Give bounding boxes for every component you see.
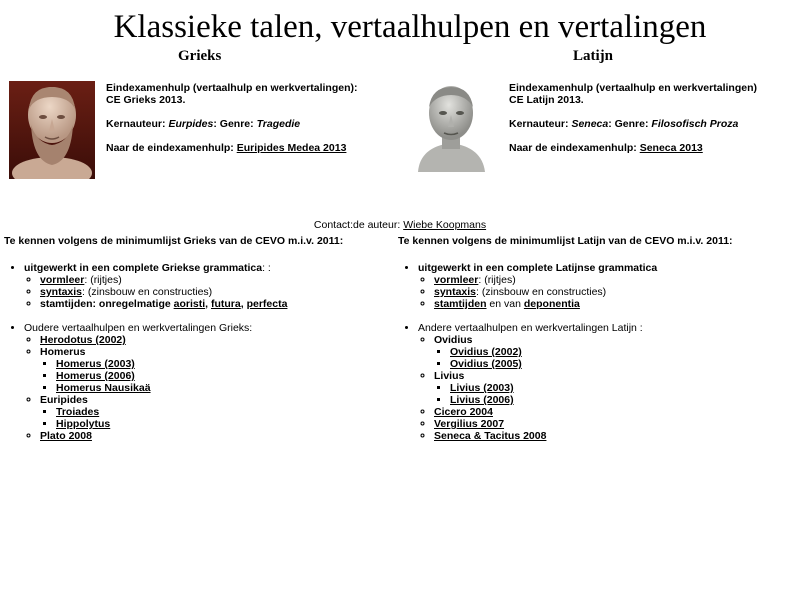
latijn-minimumlijst-heading: Te kennen volgens de minimumlijst Latijn van de CEVO m.i.v. 2011:	[398, 235, 733, 247]
troiades-link[interactable]: Troiades	[56, 406, 100, 418]
list-item	[40, 286, 394, 298]
latijn-line1: Eindexamenhulp (vertaalhulp en werkvertalingen)	[509, 82, 757, 94]
grieks-stamtijden: stamtijden	[40, 298, 93, 310]
grieks-heading: Grieks	[178, 48, 222, 64]
list-item	[40, 394, 394, 430]
grieks-kern-author: Eurpides	[168, 118, 214, 130]
list-item	[450, 394, 798, 406]
seneca-tacitus-link[interactable]: Seneca & Tacitus 2008	[434, 430, 547, 442]
latijn-stamtijden-note: en van	[486, 298, 524, 310]
latijn-vormleer-note: : (rijtjes)	[478, 274, 516, 286]
latijn-genre: Filosofisch Proza	[651, 118, 739, 130]
aoristi-link[interactable]: aoristi	[173, 298, 206, 310]
deponentia-link[interactable]: deponentia	[523, 298, 580, 310]
contact-line	[0, 219, 800, 231]
contact-label: Contact:de auteur:	[313, 219, 404, 231]
grieks-older-title: Oudere vertaalhulpen en werkvertalingen Grieks:	[24, 322, 253, 334]
ovidius-2005-link[interactable]: Ovidius (2005)	[450, 358, 522, 370]
list-item	[40, 298, 394, 310]
page-title: Klassieke talen, vertaalhulpen en vertalingen	[113, 9, 707, 45]
plato-link[interactable]: Plato 2008	[40, 430, 92, 442]
euripides-medea-link[interactable]: Euripides Medea 2013	[236, 142, 347, 154]
separator: ,	[240, 298, 247, 310]
grieks-minimumlijst-heading: Te kennen volgens de minimumlijst Grieks van de CEVO m.i.v. 2011:	[4, 235, 344, 247]
latijn-heading: Latijn	[573, 48, 614, 64]
list-item	[434, 274, 798, 286]
ovidius-2002-link[interactable]: Ovidius (2002)	[450, 346, 522, 358]
grieks-info	[106, 82, 357, 166]
list-item	[450, 358, 798, 370]
list-item	[56, 418, 394, 430]
list-item	[418, 262, 798, 310]
grieks-kern-label: Kernauteur:	[106, 118, 169, 130]
latijn-syntaxis-note: : (zinsbouw en constructies)	[476, 286, 607, 298]
list-item	[40, 274, 394, 286]
grieks-syntaxis-note: : (zinsbouw en constructies)	[82, 286, 213, 298]
cicero-link[interactable]: Cicero 2004	[434, 406, 493, 418]
ovidius-label: Ovidius	[434, 334, 473, 346]
list-item	[40, 430, 394, 442]
list-item	[434, 298, 798, 310]
seneca-bust-image	[410, 81, 493, 172]
vergilius-link[interactable]: Vergilius 2007	[434, 418, 505, 430]
homerus-2006-link[interactable]: Homerus (2006)	[56, 370, 135, 382]
list-item	[434, 286, 798, 298]
grieks-genre-label: : Genre:	[213, 118, 257, 130]
futura-link[interactable]: futura	[210, 298, 241, 310]
grieks-syntaxis-link[interactable]: syntaxis	[40, 286, 83, 298]
homerus-nausikaa-link[interactable]: Homerus Nausikaä	[56, 382, 151, 394]
list-item	[434, 418, 798, 430]
list-item	[40, 346, 394, 394]
latijn-link-label: Naar de eindexamenhulp:	[509, 142, 640, 154]
list-item	[450, 346, 798, 358]
seneca-2013-link[interactable]: Seneca 2013	[639, 142, 703, 154]
grieks-lists	[4, 262, 394, 454]
list-item	[24, 262, 394, 310]
list-item	[56, 358, 394, 370]
contact-author-link[interactable]: Wiebe Koopmans	[403, 219, 487, 231]
perfecta-link[interactable]: perfecta	[246, 298, 288, 310]
grieks-line2: CE Grieks 2013.	[106, 94, 186, 106]
list-item	[24, 322, 394, 442]
herodotus-link[interactable]: Herodotus (2002)	[40, 334, 126, 346]
latijn-info	[509, 82, 757, 166]
livius-2003-link[interactable]: Livius (2003)	[450, 382, 514, 394]
livius-label: Livius	[434, 370, 465, 382]
latijn-syntaxis-link[interactable]: syntaxis	[434, 286, 477, 298]
latijn-grammar-title: uitgewerkt in een complete Latijnse grammatica	[418, 262, 658, 274]
latijn-line2: CE Latijn 2013.	[509, 94, 584, 106]
list-item	[450, 382, 798, 394]
grieks-link-label: Naar de eindexamenhulp:	[106, 142, 237, 154]
hippolytus-link[interactable]: Hippolytus	[56, 418, 111, 430]
latijn-genre-label: : Genre:	[608, 118, 652, 130]
grieks-genre: Tragedie	[256, 118, 301, 130]
latijn-stamtijden-link[interactable]: stamtijden	[434, 298, 487, 310]
list-item	[434, 406, 798, 418]
grieks-line1: Eindexamenhulp (vertaalhulp en werkvertalingen):	[106, 82, 358, 94]
grieks-stamtijden-note: : onregelmatige	[92, 298, 174, 310]
latijn-lists	[398, 262, 798, 454]
euripides-label: Euripides	[40, 394, 88, 406]
grieks-vormleer-link[interactable]: vormleer	[40, 274, 85, 286]
list-item	[418, 322, 798, 442]
livius-2006-link[interactable]: Livius (2006)	[450, 394, 514, 406]
list-item	[56, 370, 394, 382]
separator: ,	[205, 298, 211, 310]
latijn-kern-author: Seneca	[571, 118, 609, 130]
latijn-kern-label: Kernauteur:	[509, 118, 572, 130]
homerus-label: Homerus	[40, 346, 86, 358]
list-item	[434, 334, 798, 370]
grieks-grammar-suffix: : :	[262, 262, 271, 274]
list-item	[56, 382, 394, 394]
list-item	[40, 334, 394, 346]
list-item	[434, 430, 798, 442]
list-item	[434, 370, 798, 406]
homerus-2003-link[interactable]: Homerus (2003)	[56, 358, 135, 370]
grieks-grammar-title: uitgewerkt in een complete Griekse grammatica	[24, 262, 263, 274]
euripides-bust-image	[9, 81, 95, 179]
list-item	[56, 406, 394, 418]
grieks-vormleer-note: : (rijtjes)	[84, 274, 122, 286]
latijn-other-title: Andere vertaalhulpen en werkvertalingen Latijn :	[418, 322, 643, 334]
latijn-vormleer-link[interactable]: vormleer	[434, 274, 479, 286]
